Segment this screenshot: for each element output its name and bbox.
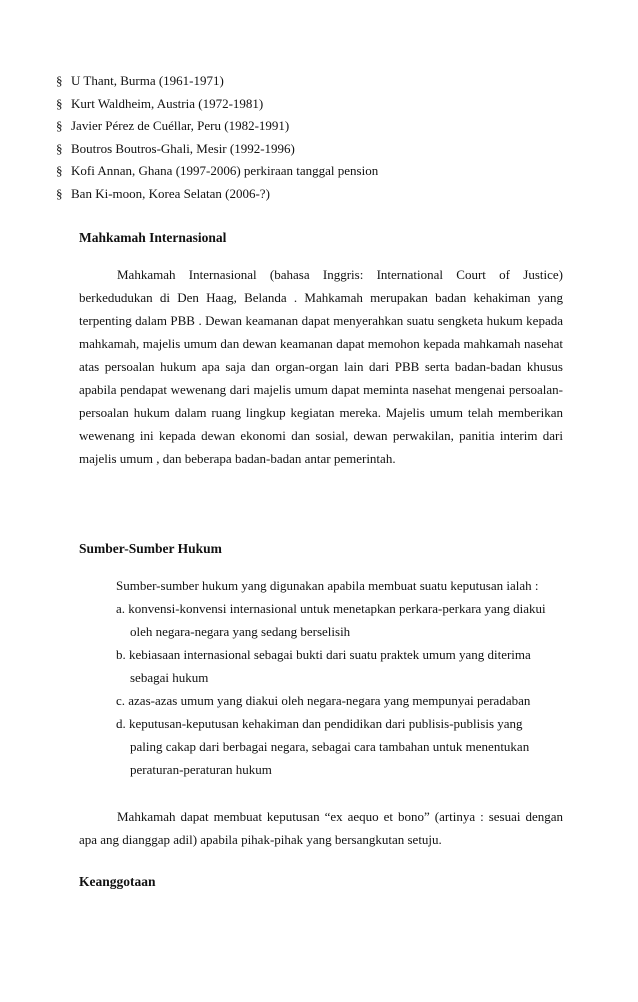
list-item: § Kofi Annan, Ghana (1997-2006) perkiraan tanggal pension: [56, 163, 379, 179]
closing-paragraph: Mahkamah dapat membuat keputusan “ex aequo et bono” (artinya : sesuai dengan apa ang dianggap adil) apabila pihak-pihak yang bersangkutan setuju.: [79, 809, 563, 847]
mahkamah-paragraph: Mahkamah Internasional (bahasa Inggris: International Court of Justice) berkedudukan di Den Haag, Belanda . Mahkamah merupakan badan kehakiman yang terpenting dalam PBB . Dewan keamanan dapat menyerahkan suatu sengketa hukum kepada mahkamah, majelis umum dan dewan keamanan dapat memohon kepada mahkamah nasehat atas persoalan hukum apa saja dan organ-organ lain dari PBB serta badan-badan khusus apabila pendapat wewenang dari majelis umum dapat meminta nasehat mengenai persoalan-persoalan hukum dalam ruang lingkup kegiatan mereka. Majelis umum telah memberikan wewenang ini kepada dewan ekonomi dan sosial, dewan perwakilan, panitia interim dari majelis umum , dan beberapa badan-badan antar pemerintah.: [79, 267, 563, 466]
list-item-d-cont: paling cakap dari berbagai negara, sebagai cara tambahan untuk menentukan: [130, 739, 530, 754]
section-sign-icon: §: [56, 185, 63, 201]
list-item-a-cont: oleh negara-negara yang sedang berselisih: [130, 624, 351, 639]
list-item-c: c. azas-azas umum yang diakui oleh negara-negara yang mempunyai peradaban: [116, 693, 531, 708]
list-item: § Ban Ki-moon, Korea Selatan (2006-?): [56, 185, 270, 201]
section-sign-icon: §: [56, 73, 63, 88]
section-sign-icon: §: [56, 118, 63, 134]
list-item: § Javier Pérez de Cuéllar, Peru (1982-1991): [56, 118, 290, 134]
sumber-hukum-list: [116, 577, 564, 784]
list-item: § Boutros Boutros-Ghali, Mesir (1992-1996): [56, 140, 295, 156]
secretary-general-list: [56, 72, 576, 208]
list-item: § U Thant, Burma (1961-1971): [56, 73, 224, 88]
list-item-d-cont2: peraturan-peraturan hukum: [130, 762, 272, 777]
section-heading-sumber-hukum: Sumber-Sumber Hukum: [79, 541, 222, 556]
section-sign-icon: §: [56, 95, 63, 111]
list-item: § Kurt Waldheim, Austria (1972-1981): [56, 95, 264, 111]
section-sign-icon: §: [56, 140, 63, 156]
list-item-d: d. keputusan-keputusan kehakiman dan pendidikan dari publisis-publisis yang: [116, 716, 523, 731]
section-heading-mahkamah: Mahkamah Internasional: [79, 230, 227, 245]
section-sign-icon: §: [56, 163, 63, 179]
list-item-b-cont: sebagai hukum: [130, 670, 209, 685]
list-item-b: b. kebiasaan internasional sebagai bukti dari suatu praktek umum yang diterima: [116, 647, 531, 662]
list-item-a: a. konvensi-konvensi internasional untuk menetapkan perkara-perkara yang diakui: [116, 601, 546, 616]
list-intro: Sumber-sumber hukum yang digunakan apabila membuat suatu keputusan ialah :: [116, 578, 539, 593]
section-heading-keanggotaan: Keanggotaan: [79, 874, 156, 889]
